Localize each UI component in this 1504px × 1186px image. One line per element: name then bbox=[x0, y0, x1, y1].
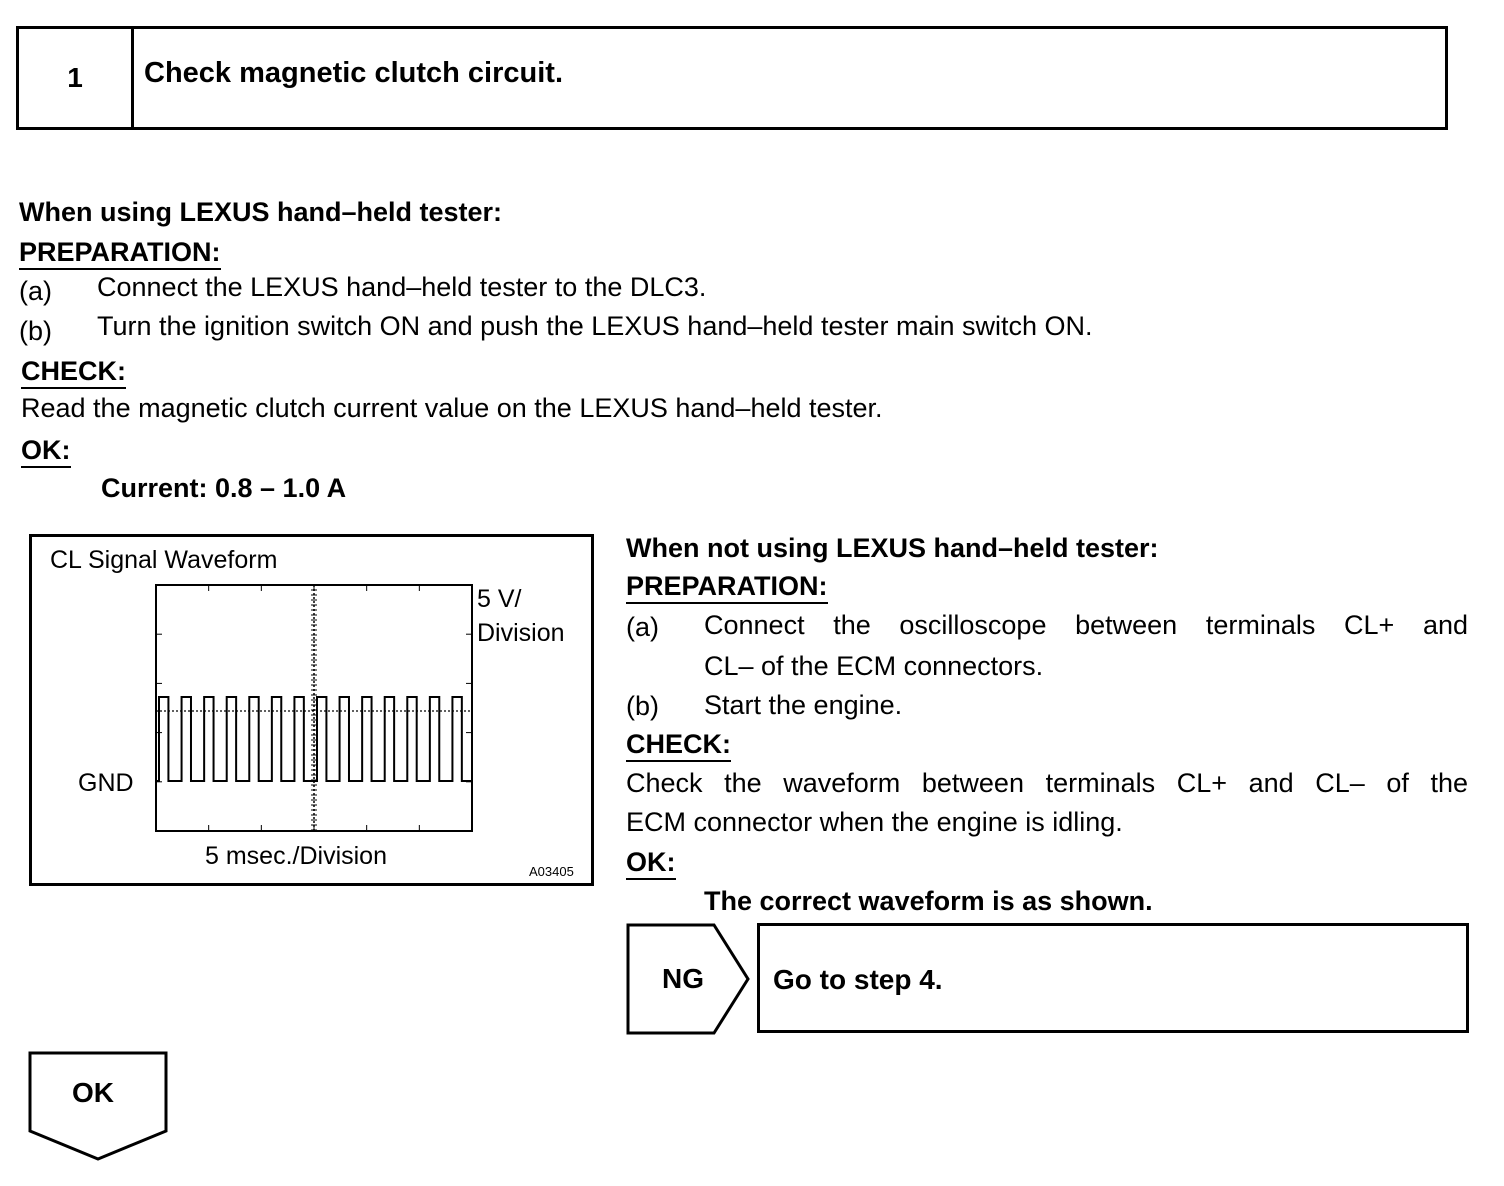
figure-x-scale: 5 msec./Division bbox=[205, 842, 387, 870]
ng-action-text: Go to step 4. bbox=[773, 964, 943, 995]
figure-id: A03405 bbox=[529, 864, 574, 879]
ng-action-box bbox=[757, 923, 1469, 1033]
tester-step-a-marker: (a) bbox=[19, 276, 52, 306]
no-tester-heading: When not using LEXUS hand–held tester: bbox=[626, 533, 1159, 563]
no-tester-ok-label: OK: bbox=[626, 846, 676, 878]
no-tester-ok-value: The correct waveform is as shown. bbox=[704, 886, 1153, 916]
no-tester-step-a-marker: (a) bbox=[626, 612, 659, 642]
ng-label: NG bbox=[662, 963, 704, 994]
tester-ok-value: Current: 0.8 – 1.0 A bbox=[101, 473, 347, 503]
tester-step-b-text: Turn the ignition switch ON and push the LEXUS hand–held tester main switch ON. bbox=[97, 311, 1093, 341]
figure-y-scale-line2: Division bbox=[477, 619, 565, 647]
tester-heading: When using LEXUS hand–held tester: bbox=[19, 197, 503, 227]
no-tester-step-b-text: Start the engine. bbox=[704, 690, 903, 720]
step-header bbox=[16, 26, 1448, 130]
figure-gnd-label: GND bbox=[78, 769, 134, 797]
step-number: 1 bbox=[19, 29, 134, 127]
no-tester-preparation-label: PREPARATION: bbox=[626, 570, 828, 602]
oscilloscope-plot bbox=[152, 581, 476, 837]
waveform-figure bbox=[29, 534, 594, 886]
tester-check-label: CHECK: bbox=[21, 355, 126, 387]
tester-step-a-text: Connect the LEXUS hand–held tester to the DLC3. bbox=[97, 272, 707, 302]
no-tester-check-label: CHECK: bbox=[626, 728, 731, 760]
tester-ok-label: OK: bbox=[21, 434, 71, 466]
figure-title: CL Signal Waveform bbox=[50, 546, 278, 574]
no-tester-step-b-marker: (b) bbox=[626, 691, 659, 721]
tester-step-b-marker: (b) bbox=[19, 316, 52, 346]
no-tester-check-line2: ECM connector when the engine is idling. bbox=[626, 807, 1123, 837]
ok-branch-label: OK bbox=[72, 1077, 114, 1108]
no-tester-step-a-line1: Connect the oscilloscope between terminals CL+ and bbox=[704, 610, 1468, 640]
figure-y-scale-line1: 5 V/ bbox=[477, 585, 522, 613]
tester-preparation-label: PREPARATION: bbox=[19, 236, 221, 268]
tester-check-text: Read the magnetic clutch current value on the LEXUS hand–held tester. bbox=[21, 393, 883, 423]
no-tester-check-line1: Check the waveform between terminals CL+ and CL– of the bbox=[626, 768, 1468, 798]
step-title: Check magnetic clutch circuit. bbox=[144, 57, 564, 89]
no-tester-step-a-line2: CL– of the ECM connectors. bbox=[704, 651, 1044, 681]
